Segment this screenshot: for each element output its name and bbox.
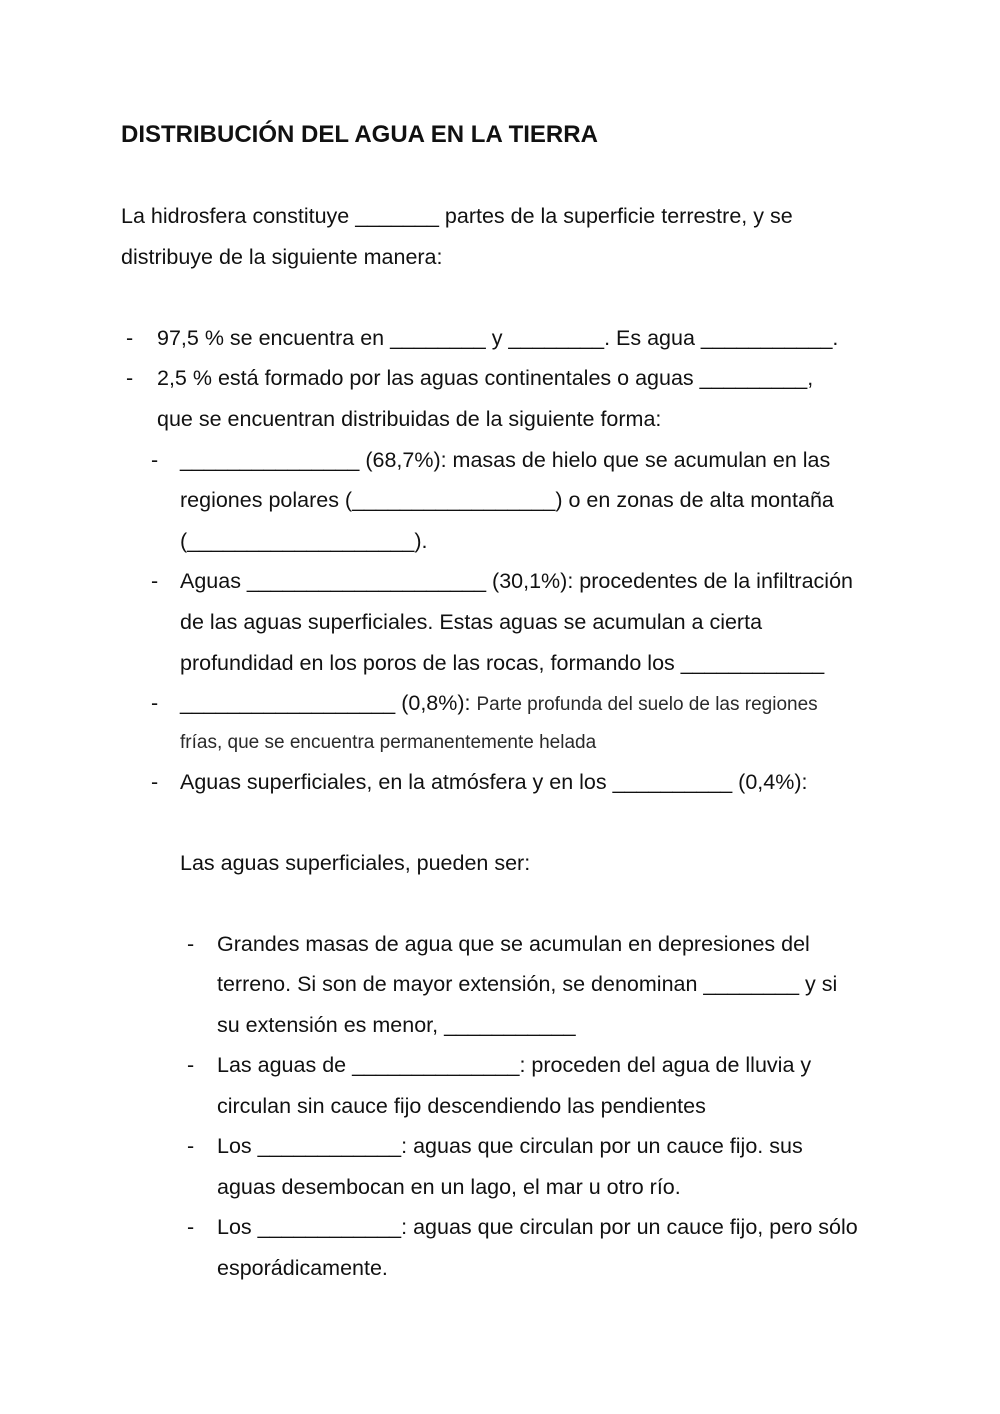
sublist-permafrost-line-1 bbox=[180, 690, 818, 718]
sublist-surface-line-1: Aguas superficiales, en la atmósfera y en los __________ (0,4%): bbox=[180, 770, 808, 794]
bullet-dash: - bbox=[151, 448, 159, 472]
list-item-freshwater-line-2: que se encuentran distribuidas de la siguiente forma: bbox=[157, 407, 662, 431]
page-title: DISTRIBUCIÓN DEL AGUA EN LA TIERRA bbox=[121, 121, 598, 148]
list2-lakes-line-2: terreno. Si son de mayor extensión, se denominan ________ y si bbox=[217, 972, 838, 996]
bullet-dash: - bbox=[187, 932, 195, 956]
intro-line-2: distribuye de la siguiente manera: bbox=[121, 245, 443, 269]
list2-runoff-line-1: Las aguas de ______________: proceden del agua de lluvia y bbox=[217, 1053, 812, 1077]
list2-lakes-line-1: Grandes masas de agua que se acumulan en depresiones del bbox=[217, 932, 810, 956]
surface-intro: Las aguas superficiales, pueden ser: bbox=[180, 851, 531, 875]
list2-runoff-line-2: circulan sin cauce fijo descendiendo las pendientes bbox=[217, 1094, 706, 1118]
bullet-dash: - bbox=[126, 366, 134, 390]
bullet-dash: - bbox=[126, 326, 134, 350]
sublist-groundwater-line-3: profundidad en los poros de las rocas, formando los ____________ bbox=[180, 651, 825, 675]
sublist-ice-line-2: regiones polares (_________________) o en zonas de alta montaña bbox=[180, 488, 834, 512]
sublist-groundwater-line-2: de las aguas superficiales. Estas aguas se acumulan a cierta bbox=[180, 610, 763, 634]
sublist-permafrost-blank: __________________ (0,8%): bbox=[180, 691, 477, 715]
bullet-dash: - bbox=[151, 569, 159, 593]
bullet-dash: - bbox=[187, 1053, 195, 1077]
list2-lakes-line-3: su extensión es menor, ___________ bbox=[217, 1013, 576, 1037]
list-item-saltwater: 97,5 % se encuentra en ________ y ________. Es agua ___________. bbox=[157, 326, 839, 350]
bullet-dash: - bbox=[151, 770, 159, 794]
bullet-dash: - bbox=[151, 691, 159, 715]
sublist-groundwater-line-1: Aguas ____________________ (30,1%): procedentes de la infiltración bbox=[180, 569, 853, 593]
list2-streams-line-2: esporádicamente. bbox=[217, 1256, 388, 1280]
intro-line-1: La hidrosfera constituye _______ partes de la superficie terrestre, y se bbox=[121, 204, 793, 228]
bullet-dash: - bbox=[187, 1215, 195, 1239]
bullet-dash: - bbox=[187, 1134, 195, 1158]
list2-streams-line-1: Los ____________: aguas que circulan por un cauce fijo, pero sólo bbox=[217, 1215, 858, 1239]
sublist-permafrost-line-2: frías, que se encuentra permanentemente helada bbox=[180, 732, 597, 753]
sublist-ice-line-3: (___________________). bbox=[180, 529, 428, 553]
sublist-permafrost-description: Parte profunda del suelo de las regiones bbox=[476, 694, 818, 715]
list-item-freshwater-line-1: 2,5 % está formado por las aguas continentales o aguas _________, bbox=[157, 366, 814, 390]
list2-rivers-line-2: aguas desembocan en un lago, el mar u otro río. bbox=[217, 1175, 681, 1199]
sublist-ice-line-1: _______________ (68,7%): masas de hielo que se acumulan en las bbox=[180, 448, 831, 472]
list2-rivers-line-1: Los ____________: aguas que circulan por un cauce fijo. sus bbox=[217, 1134, 803, 1158]
